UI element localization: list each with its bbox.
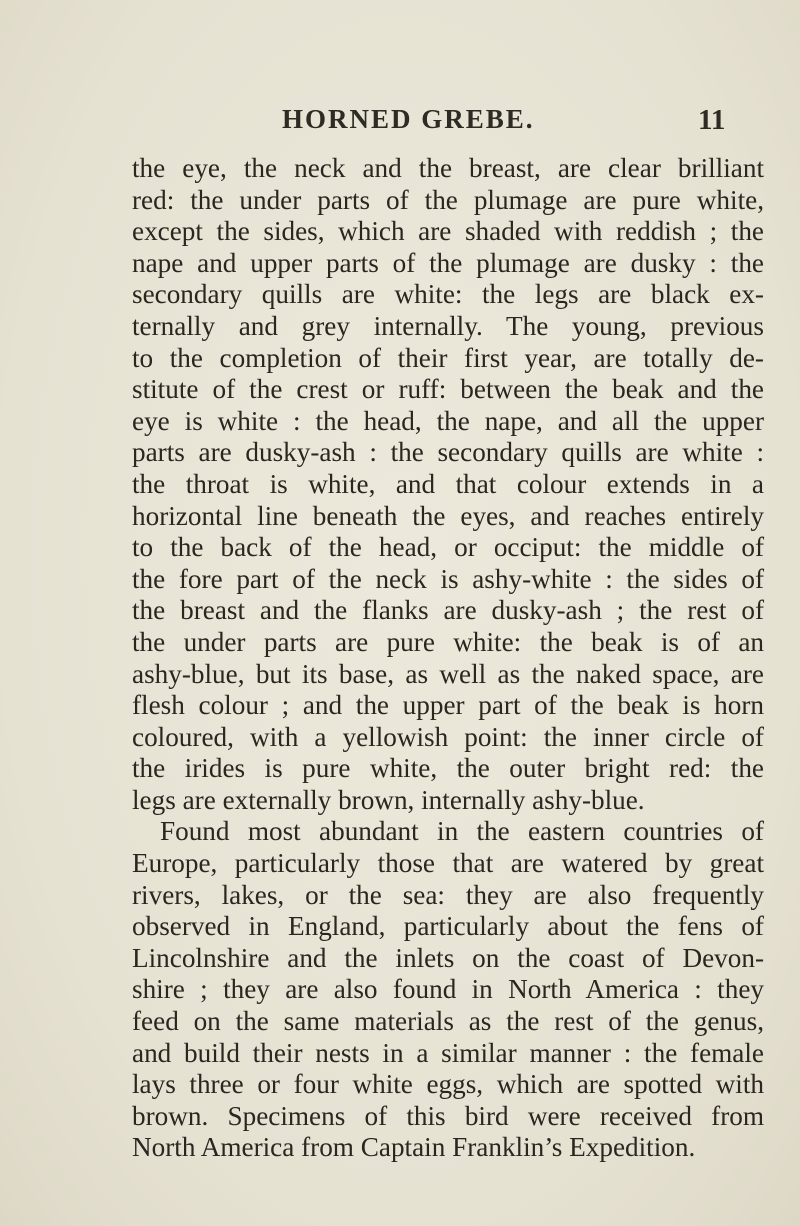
body-text bbox=[132, 153, 764, 1164]
text-line: the throat is white, and that colour extends in a bbox=[132, 468, 764, 499]
text-line: the fore part of the neck is ashy-white : the sides of bbox=[132, 563, 764, 594]
text-line: ashy-blue, but its base, as well as the naked space, are bbox=[132, 658, 764, 689]
text-line: ternally and grey internally. The young, previous bbox=[132, 310, 764, 341]
text-line: Lincolnshire and the inlets on the coast of Devon- bbox=[132, 942, 764, 973]
text-line: rivers, lakes, or the sea: they are also frequently bbox=[132, 879, 764, 910]
text-line: the breast and the flanks are dusky-ash ; the rest of bbox=[132, 595, 764, 626]
text-line: brown. Specimens of this bird were received from bbox=[132, 1100, 764, 1131]
text-line: legs are externally brown, internally ashy-blue. bbox=[132, 784, 645, 815]
text-line: North America from Captain Franklin’s Expedition. bbox=[132, 1132, 696, 1163]
text-line: to the back of the head, or occiput: the middle of bbox=[132, 532, 764, 563]
text-line: Europe, particularly those that are watered by great bbox=[132, 848, 764, 879]
text-line: eye is white : the head, the nape, and all the upper bbox=[132, 405, 764, 436]
text-line: red: the under parts of the plumage are pure white, bbox=[132, 184, 764, 215]
text-line: coloured, with a yellowish point: the inner circle of bbox=[132, 721, 764, 752]
text-line: lays three or four white eggs, which are spotted with bbox=[132, 1069, 764, 1100]
text-line: feed on the same materials as the rest of the genus, bbox=[132, 1006, 764, 1037]
page-number: 11 bbox=[698, 104, 726, 136]
text-line: nape and upper parts of the plumage are dusky : the bbox=[132, 247, 764, 278]
text-line: parts are dusky-ash : the secondary quills are white : bbox=[132, 437, 764, 468]
text-line: shire ; they are also found in North America : they bbox=[132, 974, 764, 1005]
text-line: except the sides, which are shaded with reddish ; the bbox=[132, 216, 764, 247]
text-line: Found most abundant in the eastern countries of bbox=[160, 816, 764, 847]
text-line: observed in England, particularly about the fens of bbox=[132, 911, 764, 942]
running-head bbox=[0, 104, 800, 144]
text-line: the under parts are pure white: the beak is of an bbox=[132, 626, 764, 657]
text-line: stitute of the crest or ruff: between the beak and the bbox=[132, 374, 764, 405]
text-line: and build their nests in a similar manner : the female bbox=[132, 1037, 764, 1068]
text-line: flesh colour ; and the upper part of the beak is horn bbox=[132, 690, 764, 721]
text-line: the irides is pure white, the outer bright red: the bbox=[132, 753, 764, 784]
text-line: secondary quills are white: the legs are black ex- bbox=[132, 279, 764, 310]
text-line: to the completion of their first year, are totally de- bbox=[132, 342, 764, 373]
text-line: horizontal line beneath the eyes, and reaches entirely bbox=[132, 500, 764, 531]
text-line: the eye, the neck and the breast, are clear brilliant bbox=[132, 153, 764, 183]
running-title: HORNED GREBE. bbox=[282, 104, 535, 134]
